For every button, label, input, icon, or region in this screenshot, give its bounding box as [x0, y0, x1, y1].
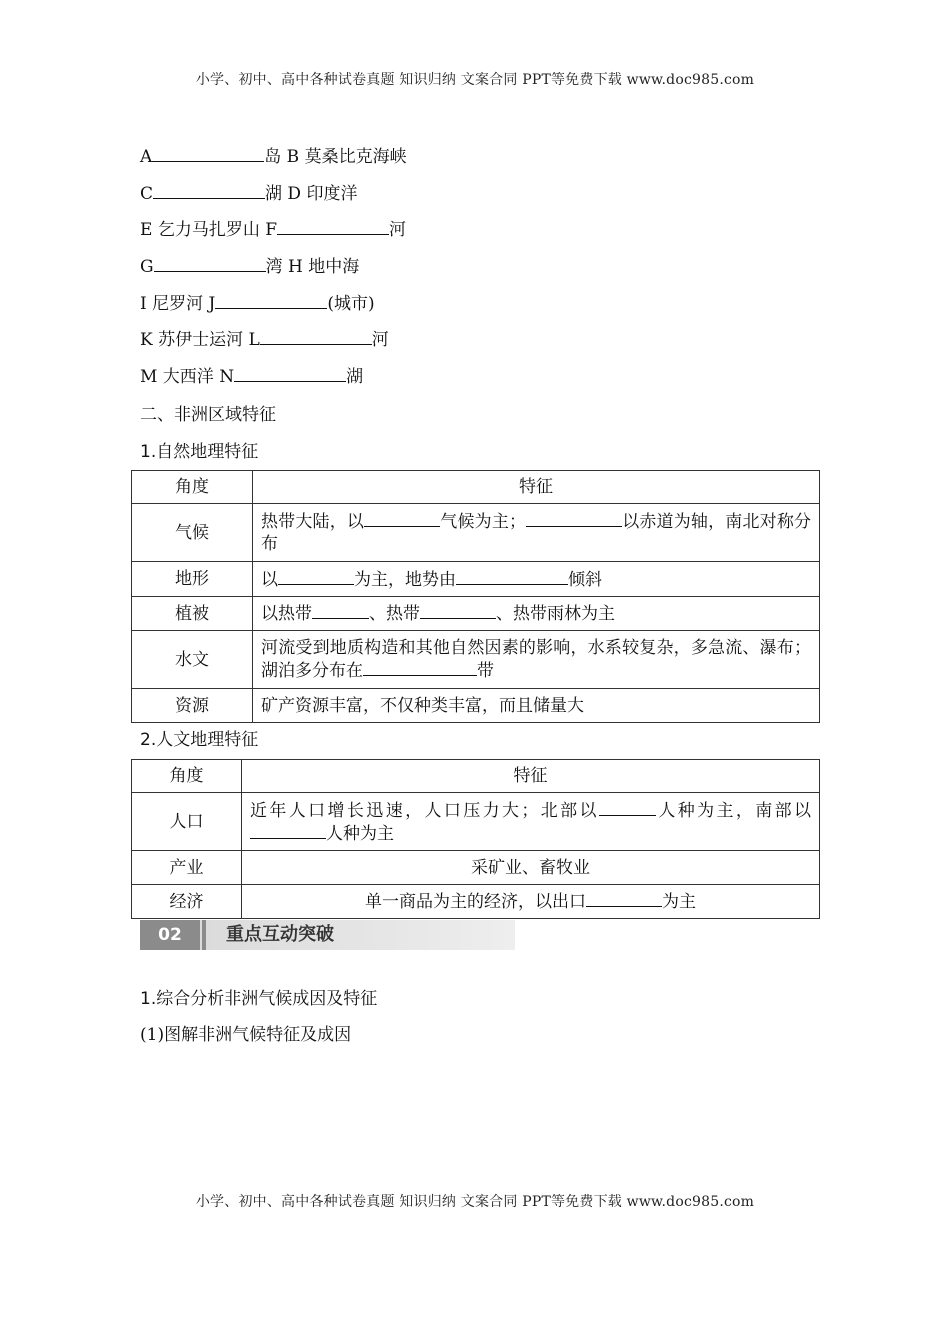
- table-row: [132, 793, 820, 851]
- blank-line-i: [140, 292, 375, 315]
- natural-heading: 1.自然地理特征: [140, 442, 259, 462]
- section-title: 二、非洲区域特征: [140, 405, 276, 425]
- row-label: 产业: [132, 851, 242, 885]
- blank-field: [234, 365, 346, 382]
- row-content: 以 为主，地势由 倾斜: [253, 562, 820, 597]
- blank-field: [154, 255, 266, 272]
- table-row: [132, 885, 820, 919]
- blank-line-g: [140, 255, 359, 278]
- page-header: 小学、初中、高中各种试卷真题 知识归纳 文案合同 PPT等免费下载 www.doc985.com: [195, 72, 755, 88]
- page-footer: 小学、初中、高中各种试卷真题 知识归纳 文案合同 PPT等免费下载 www.doc985.com: [195, 1194, 755, 1210]
- row-label: 资源: [132, 689, 253, 723]
- blank-line-k: [140, 328, 389, 351]
- table-header-row: [132, 471, 820, 504]
- blank-field: [277, 218, 389, 235]
- table-row: [132, 631, 820, 689]
- table-row: [132, 851, 820, 885]
- blank-field: [153, 182, 265, 199]
- natural-features-table: [131, 470, 820, 723]
- blank-line-m: [140, 365, 363, 388]
- blank-line-a: [140, 145, 407, 168]
- row-content: 矿产资源丰富，不仅种类丰富，而且储量大: [253, 689, 820, 723]
- line-text: E 乞力马扎罗山 F: [140, 220, 278, 240]
- line-text: 河: [389, 220, 407, 240]
- line-text: C: [140, 184, 154, 204]
- part-heading: 1.综合分析非洲气候成因及特征: [140, 989, 378, 1009]
- blank-field: [215, 292, 327, 309]
- row-label: 水文: [132, 631, 253, 689]
- table-header-row: [132, 760, 820, 793]
- row-label: 经济: [132, 885, 242, 919]
- line-text: (城市): [327, 294, 375, 314]
- row-label: 人口: [132, 793, 242, 851]
- row-content: 以热带 、热带 、热带雨林为主: [253, 597, 820, 631]
- col-header-feature: 特征: [242, 760, 820, 793]
- row-content: 近年人口增长迅速，人口压力大；北部以 人种为主，南部以人种为主: [242, 793, 820, 851]
- blank-line-c: [140, 182, 357, 205]
- line-text: A: [140, 147, 153, 167]
- row-content: 采矿业、畜牧业: [242, 851, 820, 885]
- table-row: [132, 504, 820, 562]
- line-text: 湖: [346, 367, 364, 387]
- col-header-angle: 角度: [132, 471, 253, 504]
- human-heading: 2.人文地理特征: [140, 730, 259, 750]
- table-row: [132, 597, 820, 631]
- section-banner: [140, 920, 515, 950]
- row-label: 地形: [132, 562, 253, 597]
- line-text: 湾 H 地中海: [265, 257, 360, 277]
- row-content: 河流受到地质构造和其他自然因素的影响，水系较复杂，多急流、瀑布；湖泊多分布在 带: [253, 631, 820, 689]
- blank-line-e: [140, 218, 406, 241]
- row-label: 气候: [132, 504, 253, 562]
- part-subheading: (1)图解非洲气候特征及成因: [140, 1025, 352, 1045]
- line-text: 湖 D 印度洋: [265, 184, 358, 204]
- line-text: 岛 B 莫桑比克海峡: [264, 147, 407, 167]
- row-content: 热带大陆，以 气候为主； 以赤道为轴，南北对称分布: [253, 504, 820, 562]
- col-header-feature: 特征: [253, 471, 820, 504]
- line-text: M 大西洋 N: [140, 367, 235, 387]
- blank-field: [260, 328, 372, 345]
- line-text: I 尼罗河 J: [140, 294, 216, 314]
- col-header-angle: 角度: [132, 760, 242, 793]
- human-features-table: [131, 759, 820, 919]
- row-label: 植被: [132, 597, 253, 631]
- line-text: K 苏伊士运河 L: [140, 330, 260, 350]
- blank-field: [152, 145, 264, 162]
- row-content: 单一商品为主的经济，以出口 为主: [242, 885, 820, 919]
- banner-number: 02: [140, 920, 200, 950]
- table-row: [132, 689, 820, 723]
- banner-title: 重点互动突破: [226, 924, 334, 945]
- line-text: G: [140, 257, 154, 277]
- banner-divider: [202, 920, 206, 950]
- table-row: [132, 562, 820, 597]
- line-text: 河: [371, 330, 389, 350]
